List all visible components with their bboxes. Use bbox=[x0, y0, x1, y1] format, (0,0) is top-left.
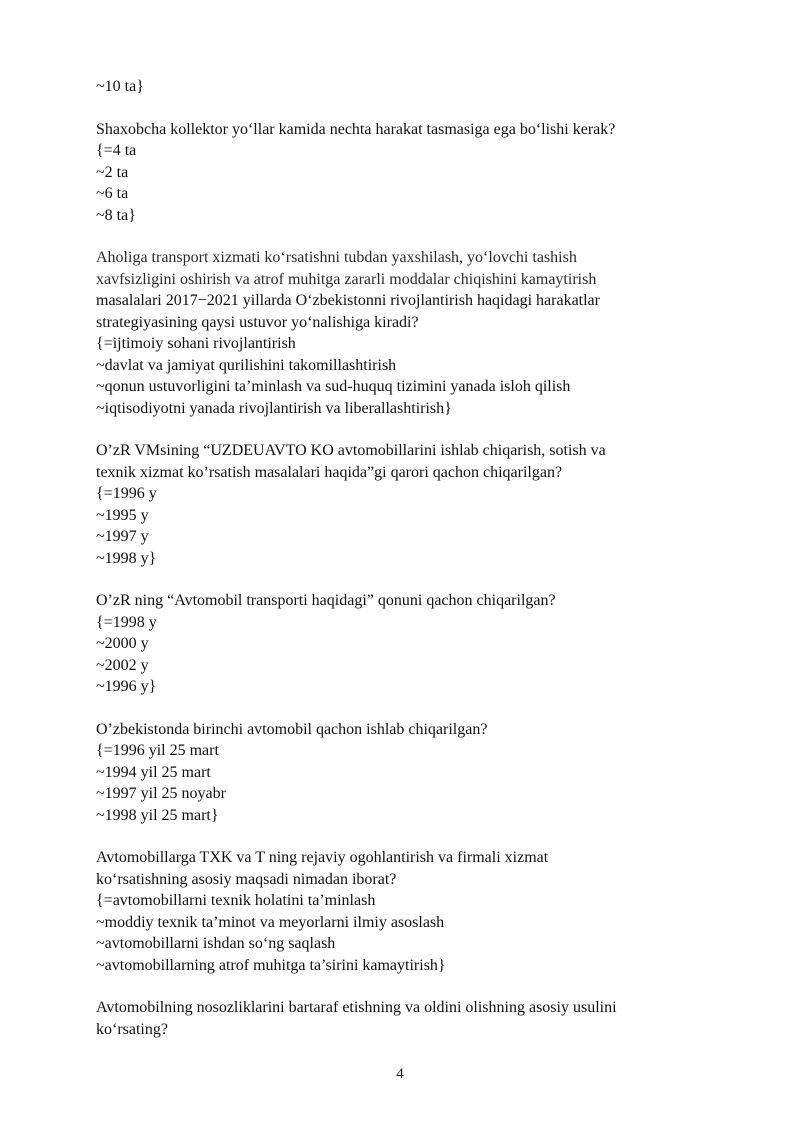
answer-line: ~1998 y} bbox=[96, 549, 157, 567]
answer-line: {=1998 y bbox=[96, 613, 157, 631]
answer-line: ~avtomobillarni ishdan so‘ng saqlash bbox=[96, 935, 336, 952]
question-text-line: O’zR VMsining “UZDEUAVTO KO avtomobillarini ishlab chiqarish, sotish va bbox=[96, 442, 606, 459]
question-text-line: Aholiga transport xizmati ko‘rsatishni tubdan yaxshilash, yo‘lovchi tashish bbox=[96, 249, 577, 266]
answer-line: ~2 ta bbox=[96, 163, 129, 181]
answer-line: ~1997 y bbox=[96, 528, 149, 545]
answer-line: ~1995 y bbox=[96, 506, 149, 524]
answer-line: ~iqtisodiyotni yanada rivojlantirish va liberallashtirish} bbox=[96, 399, 452, 417]
question-7 bbox=[96, 997, 725, 1040]
answer-line: ~moddiy texnik ta’minot va meyorlarni ilmiy asoslash bbox=[96, 913, 445, 931]
question-5 bbox=[96, 719, 725, 827]
question-text-line: xavfsizligini oshirish va atrof muhitga zararli moddalar chiqishini kamaytirish bbox=[96, 270, 597, 288]
question-text: O’zR ning “Avtomobil transporti haqidagi” qonuni qachon chiqarilgan? bbox=[96, 592, 556, 609]
page-content bbox=[96, 76, 725, 1040]
answer-line: ~1996 y} bbox=[96, 678, 157, 695]
question-text-line: masalalari 2017−2021 yillarda O‘zbekistonni rivojlantirish haqidagi harakatlar bbox=[96, 292, 600, 309]
answer-line: ~2000 y bbox=[96, 635, 149, 652]
answer-line: {=ijtimoiy sohani rivojlantirish bbox=[96, 335, 296, 352]
question-2 bbox=[96, 247, 725, 419]
answer-line: ~8 ta} bbox=[96, 206, 136, 224]
answer-line: ~davlat va jamiyat qurilishini takomillashtirish bbox=[96, 356, 397, 374]
question-text: Shaxobcha kollektor yo‘llar kamida nechta harakat tasmasiga ega bo‘lishi kerak? bbox=[96, 120, 616, 138]
question-1 bbox=[96, 119, 725, 227]
question-4 bbox=[96, 590, 725, 698]
question-text-line: ko‘rsating? bbox=[96, 1020, 168, 1038]
question-text-line: Avtomobilning nosozliklarini bartaraf etishning va oldini olishning asosiy usulini bbox=[96, 999, 617, 1016]
answer-line: {=1996 y bbox=[96, 485, 157, 502]
question-text-line: Avtomobillarga TXK va T ning rejaviy ogohlantirish va firmali xizmat bbox=[96, 849, 549, 866]
answer-line: {=4 ta bbox=[96, 142, 137, 159]
answer-line: ~1998 yil 25 mart} bbox=[96, 806, 219, 824]
question-text-line: texnik xizmat ko’rsatish masalalari haqida”gi qarori qachon chiqarilgan? bbox=[96, 463, 563, 481]
question-text-line: strategiyasining qaysi ustuvor yo‘nalishiga kiradi? bbox=[96, 313, 419, 331]
answer-line: ~10 ta} bbox=[96, 78, 144, 95]
answer-line: ~1994 yil 25 mart bbox=[96, 763, 211, 781]
answer-line: ~qonun ustuvorligini ta’minlash va sud-huquq tizimini yanada isloh qilish bbox=[96, 378, 571, 395]
answer-line: ~avtomobillarning atrof muhitga ta’sirini kamaytirish} bbox=[96, 956, 446, 974]
question-text-line: ko‘rsatishning asosiy maqsadi nimadan iborat? bbox=[96, 870, 397, 888]
answer-line: ~6 ta bbox=[96, 185, 129, 202]
answer-line: {=1996 yil 25 mart bbox=[96, 742, 219, 759]
answer-line: {=avtomobillarni texnik holatini ta’minlash bbox=[96, 892, 376, 909]
page-number: 4 bbox=[396, 1066, 404, 1082]
answer-line: ~2002 y bbox=[96, 656, 149, 674]
question-text: O’zbekistonda birinchi avtomobil qachon ishlab chiqarilgan? bbox=[96, 720, 488, 738]
answer-line: ~1997 yil 25 noyabr bbox=[96, 785, 226, 802]
question-6 bbox=[96, 847, 725, 976]
question-3 bbox=[96, 440, 725, 569]
